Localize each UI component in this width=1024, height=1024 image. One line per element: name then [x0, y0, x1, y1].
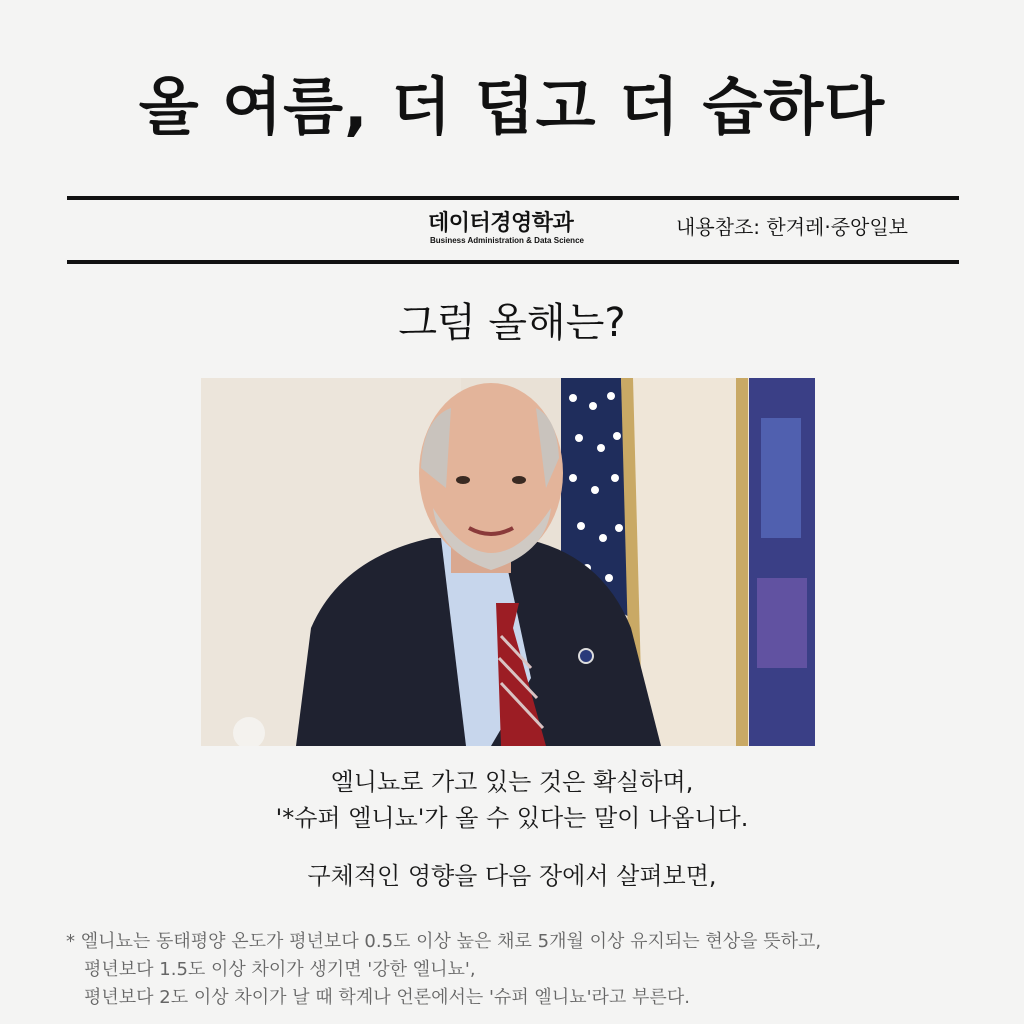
source-credit: 내용참조: 한겨레·중앙일보	[676, 215, 908, 239]
brand-logo	[428, 212, 618, 246]
paragraph-1	[0, 764, 1024, 836]
section-subtitle: 그럼 올해는?	[398, 300, 626, 346]
portrait-photo	[201, 378, 815, 746]
top-divider	[67, 196, 959, 200]
brand-name: 데이터경영학과	[428, 211, 574, 236]
brand-subtitle: Business Administration & Data Science	[430, 236, 584, 245]
footnote-line-2: 평년보다 1.5도 이상 차이가 생기면 '강한 엘니뇨',	[84, 959, 476, 980]
page-title: 올 여름, 더 덥고 더 습하다	[138, 70, 886, 143]
paragraph-1-line-1: 엘니뇨로 가고 있는 것은 확실하며,	[330, 768, 694, 796]
paragraph-1-line-2: '*슈퍼 엘니뇨'가 올 수 있다는 말이 나옵니다.	[275, 804, 749, 832]
footnote-line-3: 평년보다 2도 이상 차이가 날 때 학계나 언론에서는 '슈퍼 엘니뇨'라고 부른다.	[84, 987, 690, 1008]
paragraph-2: 구체적인 영향을 다음 장에서 살펴보면,	[307, 862, 717, 890]
footnote-line-1: * 엘니뇨는 동태평양 온도가 평년보다 0.5도 이상 높은 채로 5개월 이상 유지되는 현상을 뜻하고,	[66, 931, 822, 952]
footnote	[66, 928, 966, 1012]
bottom-divider	[67, 260, 959, 264]
